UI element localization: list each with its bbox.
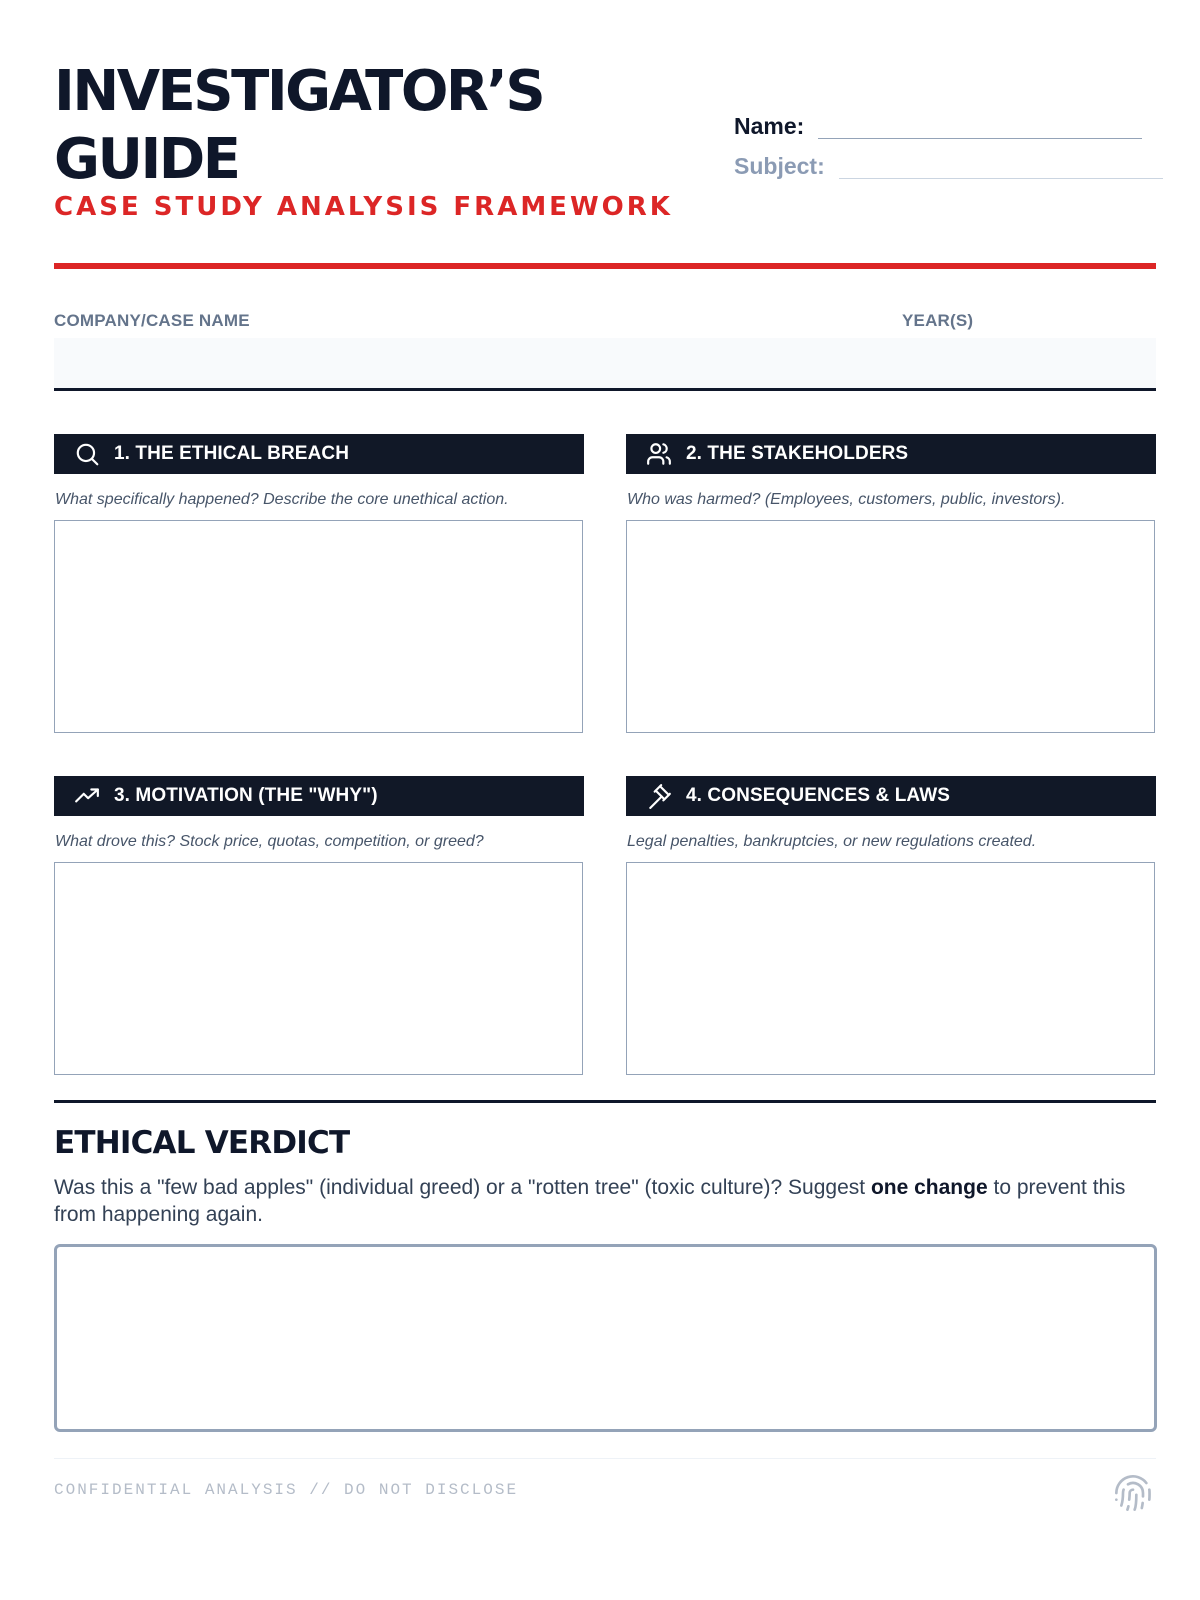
name-label: Name: xyxy=(734,113,805,139)
section-motivation-prompt: What drove this? Stock price, quotas, competition, or greed? xyxy=(55,833,484,850)
section-consequences-title: 4. CONSEQUENCES & LAWS xyxy=(686,785,951,806)
gavel-icon xyxy=(646,783,672,809)
verdict-text-end: to prevent this from happening again. xyxy=(54,1176,1126,1226)
search-icon xyxy=(74,441,100,467)
fingerprint-icon xyxy=(1113,1473,1153,1513)
consequences-answer-box[interactable] xyxy=(626,862,1155,1075)
section-stakeholders-title: 2. THE STAKEHOLDERS xyxy=(686,443,909,464)
title-line-2: GUIDE xyxy=(54,127,239,192)
subject-field[interactable] xyxy=(839,152,1163,179)
name-row xyxy=(734,112,1142,139)
years-label: YEAR(S) xyxy=(902,311,974,330)
section-stakeholders-prompt: Who was harmed? (Employees, customers, public, investors). xyxy=(627,491,1066,508)
verdict-answer-box[interactable] xyxy=(54,1244,1157,1432)
section-stakeholders-header xyxy=(626,434,1156,474)
motivation-answer-box[interactable] xyxy=(54,862,583,1075)
verdict-title: ETHICAL VERDICT xyxy=(54,1125,350,1161)
ethical-breach-answer-box[interactable] xyxy=(54,520,583,733)
section-motivation-header xyxy=(54,776,584,816)
verdict-text-start: Was this a "few bad apples" (individual greed) or a "rotten tree" (toxic culture)? Suggest xyxy=(54,1176,871,1199)
users-icon xyxy=(646,441,672,467)
name-field[interactable] xyxy=(818,112,1142,139)
verdict-instructions xyxy=(54,1174,1154,1228)
verdict-divider xyxy=(54,1100,1156,1103)
section-ethical-breach-header xyxy=(54,434,584,474)
title-line-1: INVESTIGATOR’S xyxy=(54,59,544,124)
verdict-text-emphasis: one change xyxy=(870,1176,988,1199)
company-case-name-label: COMPANY/CASE NAME xyxy=(54,311,250,330)
company-case-name-field[interactable] xyxy=(54,338,930,391)
section-consequences-prompt: Legal penalties, bankruptcies, or new regulations created. xyxy=(627,833,1037,850)
page-title xyxy=(54,58,543,194)
trending-up-icon xyxy=(74,783,100,809)
footer-divider xyxy=(54,1458,1156,1459)
header-divider xyxy=(54,263,1156,269)
section-ethical-breach-prompt: What specifically happened? Describe the core unethical action. xyxy=(55,491,509,508)
page-subtitle: CASE STUDY ANALYSIS FRAMEWORK xyxy=(54,192,673,222)
section-ethical-breach-title: 1. THE ETHICAL BREACH xyxy=(114,443,350,464)
section-motivation-title: 3. MOTIVATION (THE "WHY") xyxy=(114,785,378,806)
subject-label: Subject: xyxy=(734,153,825,179)
footer-confidential-label: CONFIDENTIAL ANALYSIS // DO NOT DISCLOSE xyxy=(54,1481,519,1499)
section-consequences-header xyxy=(626,776,1156,816)
stakeholders-answer-box[interactable] xyxy=(626,520,1155,733)
subject-row xyxy=(734,152,1163,179)
years-field[interactable] xyxy=(902,338,1156,391)
